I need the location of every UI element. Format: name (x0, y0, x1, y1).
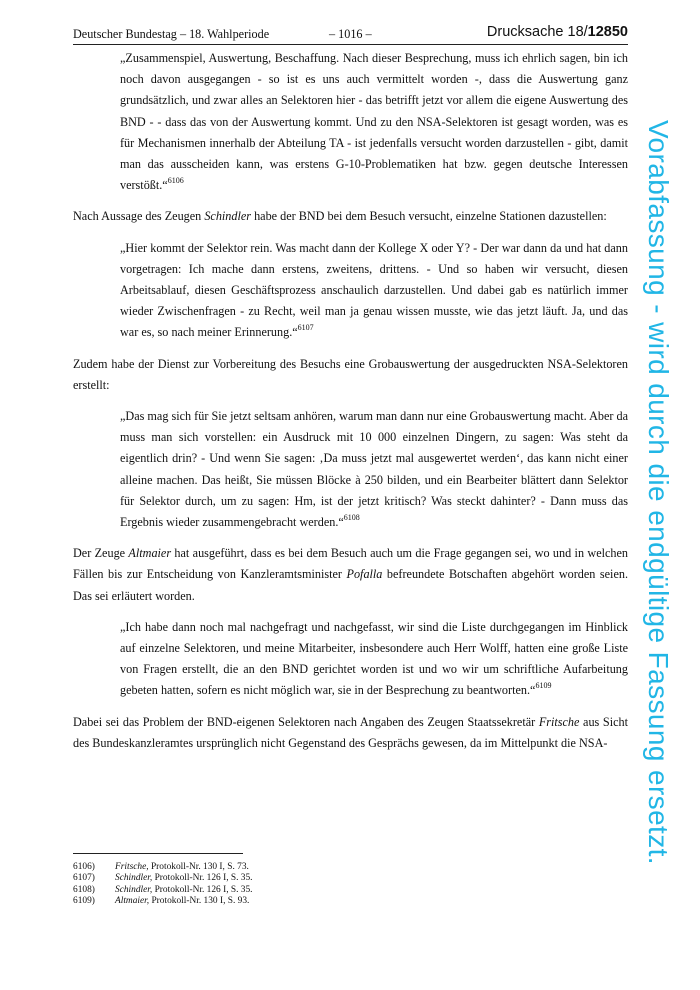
footnote-number: 6109) (73, 896, 95, 907)
footnote-ref-text: Protokoll-Nr. 130 I, S. 93. (149, 896, 250, 907)
doc-label: Drucksache 18/ (486, 24, 588, 40)
doc-number: 12850 (587, 24, 628, 40)
quote-text: „Das mag sich für Sie jetzt seltsam anhören, warum man dann nur eine Grobauswertung macht. Aber da muss man sich vorstellen: ein Ausdruck mit 10 000 einzelnen Dingern, zu sagen: Was steht da eigentlich drin? - Und wenn Sie sagen: ‚Da muss jetzt mal ausgewertet werden‘, das kann nicht einer alleine machen. Das heißt, Sie müssen Blöcke à 250 bilden, und ein Bearbeiter blättert dann Selektor für Selektor durch, um zu sagen: Hm, ist der jetzt kritisch? Was steckt dahinter? - Dann muss das Ergebnis wieder zusammengebracht werden.“ (120, 409, 628, 530)
footnote (73, 873, 473, 884)
quote-block (120, 48, 628, 196)
body-paragraph (73, 354, 628, 396)
body-text: Nach Aussage des Zeugen (73, 209, 205, 224)
body-text: Der Zeuge (73, 546, 129, 561)
footnote (73, 896, 473, 907)
body-text: Dabei sei das Problem der BND-eigenen Selektoren nach Angaben des Zeugen Staatssekretär (73, 714, 539, 729)
quote-text: „Hier kommt der Selektor rein. Was macht dann der Kollege X oder Y? - Der war dann da und hat dann vorgetragen: Ich mache dann erstens, zweitens, drittens. - Und so haben wir versucht, diesen Arbeitsablauf, diesen Geschäftsprozess anschaulich darzustellen. Und dabei gab es natürlich immer wieder Zwischenfragen - zu Recht, weil man ja genau wissen musste, wie das jetzt läuft. Ja, und das war es, so nach meiner Erinnerung.“ (120, 240, 628, 340)
footnote-name: Fritsche, (115, 862, 149, 872)
footnote-ref: 6108 (343, 513, 360, 522)
footnote-name: Schindler, (115, 873, 153, 884)
footnote-ref-text: Protokoll-Nr. 130 I, S. 73. (148, 862, 249, 872)
footnote-number: 6106) (73, 862, 95, 872)
footnote (73, 885, 473, 896)
footnote-ref: 6107 (297, 323, 314, 333)
minister-name: Pofalla (346, 567, 383, 582)
footnote-ref-text: Protokoll-Nr. 126 I, S. 35. (152, 884, 253, 895)
quote-block (120, 238, 628, 344)
footnote (73, 862, 473, 873)
quote-text: „Zusammenspiel, Auswertung, Beschaffung. Nach dieser Besprechung, muss ich ehrlich sagen, bin ich noch davon ausgegangen - so ist es uns auch vermittelt worden -, dass die Auswertung ganz grundsätzlich, und zwar alles an Selektoren hier - das betrifft jetzt vor allem die eigene Auswertung des BND - - dass das von der Auswertung kommt. Und zu den NSA-Selektoren ist gesagt worden, was es für Mechanismen innerhalb der Abteilung TA - ist jedenfalls versucht worden darzustellen - gibt, damit man das ausscheiden kann, was erstens G-10-Problematiken hat bzw. gegen deutsche Interessen verstößt.“ (120, 51, 628, 193)
witness-name: Altmaier (128, 546, 172, 561)
page-number: – 1016 – (329, 27, 372, 41)
quote-block (120, 406, 628, 533)
footnote-name: Altmaier, (115, 896, 150, 907)
body-text: aus Sicht des Bundeskanzleramtes ursprünglich nicht Gegenstand des Gesprächs gewesen, da im Mittelpunkt die NSA- (73, 714, 628, 750)
watermark-text: Vorabfassung - wird durch die endgültige Fassung ersetzt. (643, 120, 674, 865)
draft-watermark (637, 120, 687, 865)
footnote-separator (73, 853, 243, 854)
body-text: befreundete Botschaften abgehört worden seien. Das sei erläutert worden. (73, 567, 628, 603)
page-header (73, 24, 628, 45)
quote-text: „Ich habe dann noch mal nachgefragt und nachgefasst, wir sind die Liste durchgegangen im Hinblick auf einzelne Selektoren, und meine Mitarbeiter, insbesondere auch Herr Wolff, hatten eine große Liste von Fragen erstellt, die an den BND gerichtet worden ist und wo wir um schriftliche Aufarbeitung gebeten hatten, sofern es nicht möglich war, sie in der Besprechung zu beantworten.“ (120, 619, 628, 698)
body-text: habe der BND bei dem Besuch versucht, einzelne Stationen dazustellen: (251, 209, 607, 224)
witness-name: Fritsche (538, 714, 580, 729)
footnote-number: 6107) (73, 873, 95, 884)
quote-block (120, 617, 628, 702)
footnote-ref-text: Protokoll-Nr. 126 I, S. 35. (152, 873, 253, 884)
footnote-ref: 6109 (535, 681, 552, 691)
body-text: hat ausgeführt, dass es bei dem Besuch auch um die Frage gegangen sei, wo und in welchen Fällen bis zur Entscheidung von Kanzleramtsminister (73, 546, 628, 582)
footnotes (73, 862, 473, 908)
witness-name: Schindler (204, 209, 252, 224)
footnote-number: 6108) (73, 884, 95, 895)
footnote-ref: 6106 (167, 176, 184, 186)
footnote-name: Schindler, (115, 884, 153, 895)
body-paragraph (73, 206, 628, 227)
body-text: Zudem habe der Dienst zur Vorbereitung des Besuchs eine Grobauswertung der ausgedruckten NSA-Selektoren erstellt: (73, 356, 628, 392)
header-parliament: Deutscher Bundestag – 18. Wahlperiode (73, 27, 270, 41)
body-paragraph (73, 543, 628, 607)
document-number (487, 24, 628, 40)
page-body (73, 48, 628, 754)
body-paragraph (73, 712, 628, 754)
